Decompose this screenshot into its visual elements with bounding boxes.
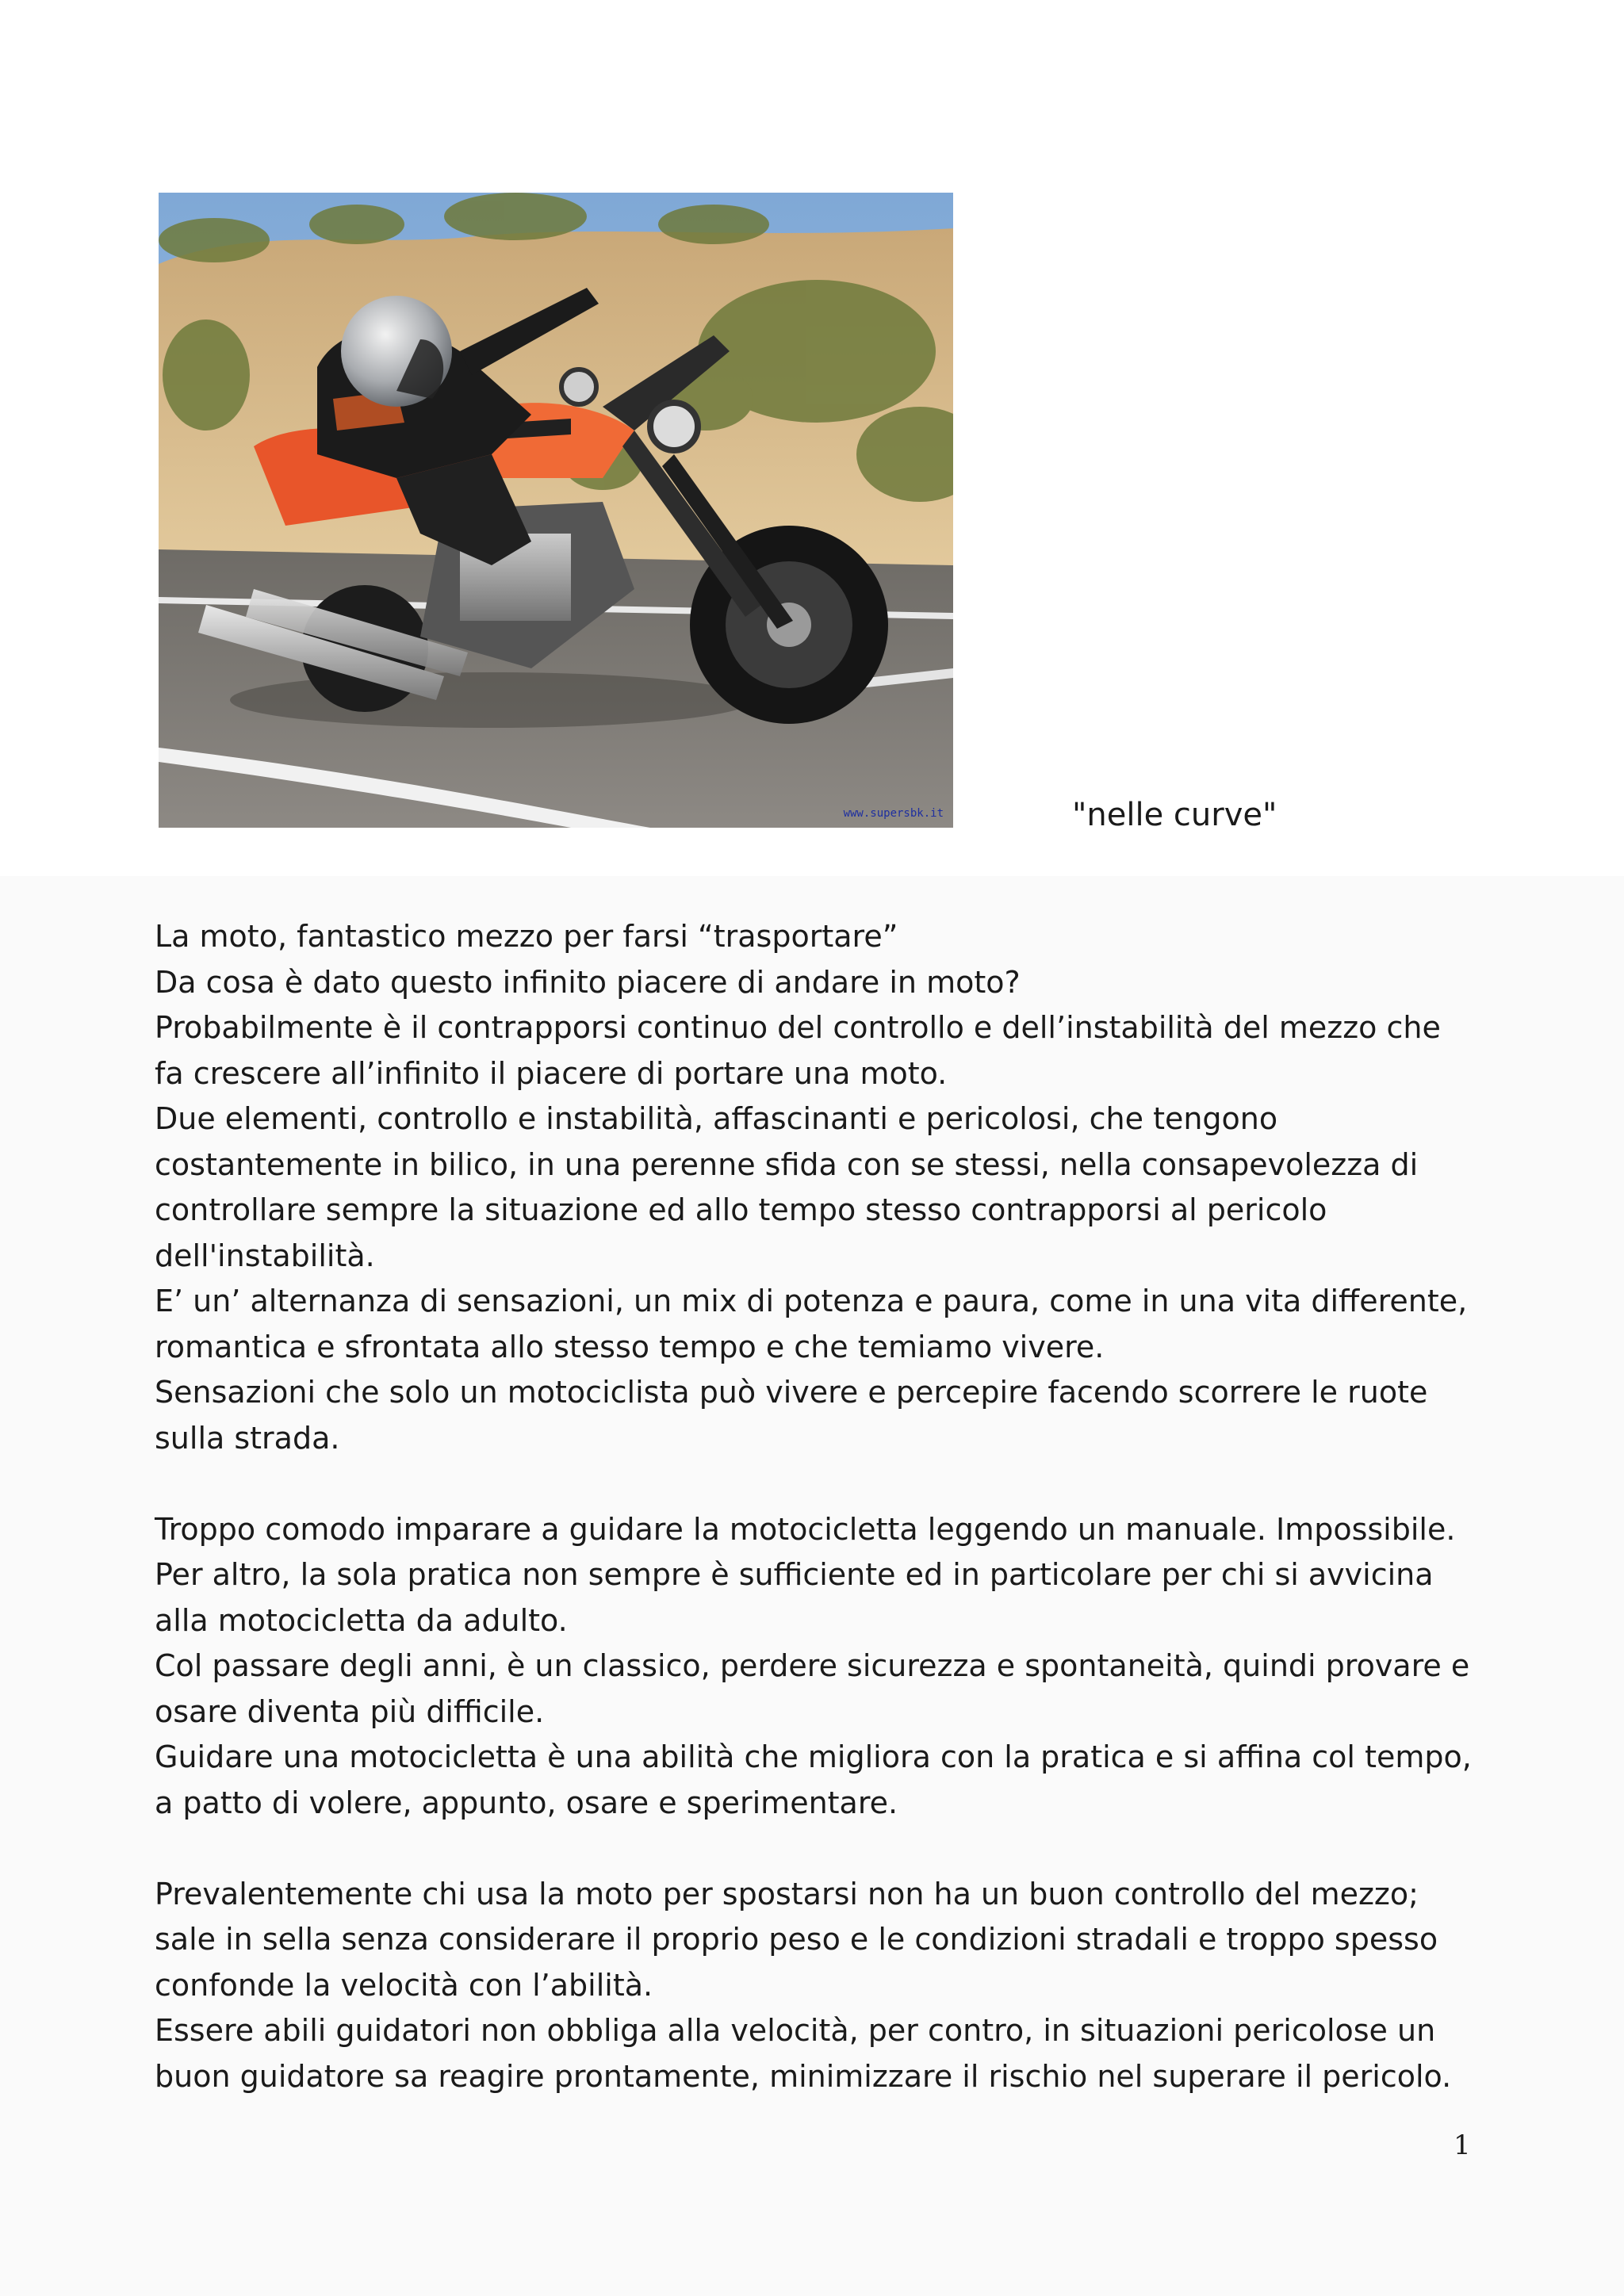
paragraph-3-line-2: sale in sella senza considerare il proprio peso e le condizioni stradali e troppo spesso: [155, 1922, 1438, 1957]
paragraph-2-line-3: alla motocicletta da adulto.: [155, 1602, 568, 1638]
paragraph-2-line-5: osare diventa più difficile.: [155, 1693, 545, 1729]
paragraph-1-line-10: romantica e sfrontata allo stesso tempo e che temiamo vivere.: [155, 1329, 1105, 1364]
paragraph-2-line-4: Col passare degli anni, è un classico, perdere sicurezza e spontaneità, quindi provare e: [155, 1648, 1470, 1683]
paragraph-break: [155, 1826, 1503, 1872]
paragraph-3-line-4: Essere abili guidatori non obbliga alla velocità, per contro, in situazioni pericolose un: [155, 2013, 1436, 2048]
paragraph-1-line-3: Probabilmente è il contrapporsi continuo del controllo e dell’instabilità del mezzo che: [155, 1010, 1441, 1045]
paragraph-2-line-1: Troppo comodo imparare a guidare la motocicletta leggendo un manuale. Impossibile.: [155, 1511, 1456, 1547]
paragraph-1-line-1: La moto, fantastico mezzo per farsi “trasportare”: [155, 919, 898, 954]
page-number: 1: [1454, 2130, 1471, 2161]
paragraph-1-line-12: sulla strada.: [155, 1420, 340, 1456]
paragraph-1-line-2: Da cosa è dato questo infinito piacere di andare in moto?: [155, 964, 1021, 1000]
paragraph-1-line-8: dell'instabilità.: [155, 1238, 375, 1273]
paragraph-break: [155, 1461, 1503, 1507]
paragraph-1-line-11: Sensazioni che solo un motociclista può vivere e percepire facendo scorrere le ruote: [155, 1375, 1428, 1410]
paragraph-1-line-6: costantemente in bilico, in una perenne sfida con se stessi, nella consapevolezza di: [155, 1146, 1419, 1182]
photo-caption: "nelle curve": [1072, 797, 1277, 833]
paragraph-1-line-9: E’ un’ alternanza di sensazioni, un mix di potenza e paura, come in una vita differente,: [155, 1284, 1468, 1318]
paragraph-2-line-2: Per altro, la sola pratica non sempre è sufficiente ed in particolare per chi si avvicina: [155, 1557, 1434, 1592]
paragraph-1-line-7: controllare sempre la situazione ed allo tempo stesso contrapporsi al pericolo: [155, 1192, 1327, 1227]
paragraph-1-line-4: fa crescere all’infinito il piacere di portare una moto.: [155, 1055, 948, 1091]
article-body: [155, 914, 1503, 2099]
paragraph-2-line-7: a patto di volere, appunto, osare e sperimentare.: [155, 1785, 898, 1820]
paragraph-2-line-6: Guidare una motocicletta è una abilità che migliora con la pratica e si affina col tempo,: [155, 1739, 1472, 1774]
paragraph-3-line-3: confonde la velocità con l’abilità.: [155, 1967, 653, 2003]
paragraph-1-line-5: Due elementi, controllo e instabilità, affascinanti e pericolosi, che tengono: [155, 1101, 1278, 1136]
photo-watermark: www.supersbk.it: [843, 807, 944, 820]
paragraph-3-line-1: Prevalentemente chi usa la moto per spostarsi non ha un buon controllo del mezzo;: [155, 1876, 1419, 1911]
paragraph-3-line-5: buon guidatore sa reagire prontamente, minimizzare il rischio nel superare il pericolo.: [155, 2058, 1452, 2094]
motorcycle-photo: [159, 193, 953, 828]
